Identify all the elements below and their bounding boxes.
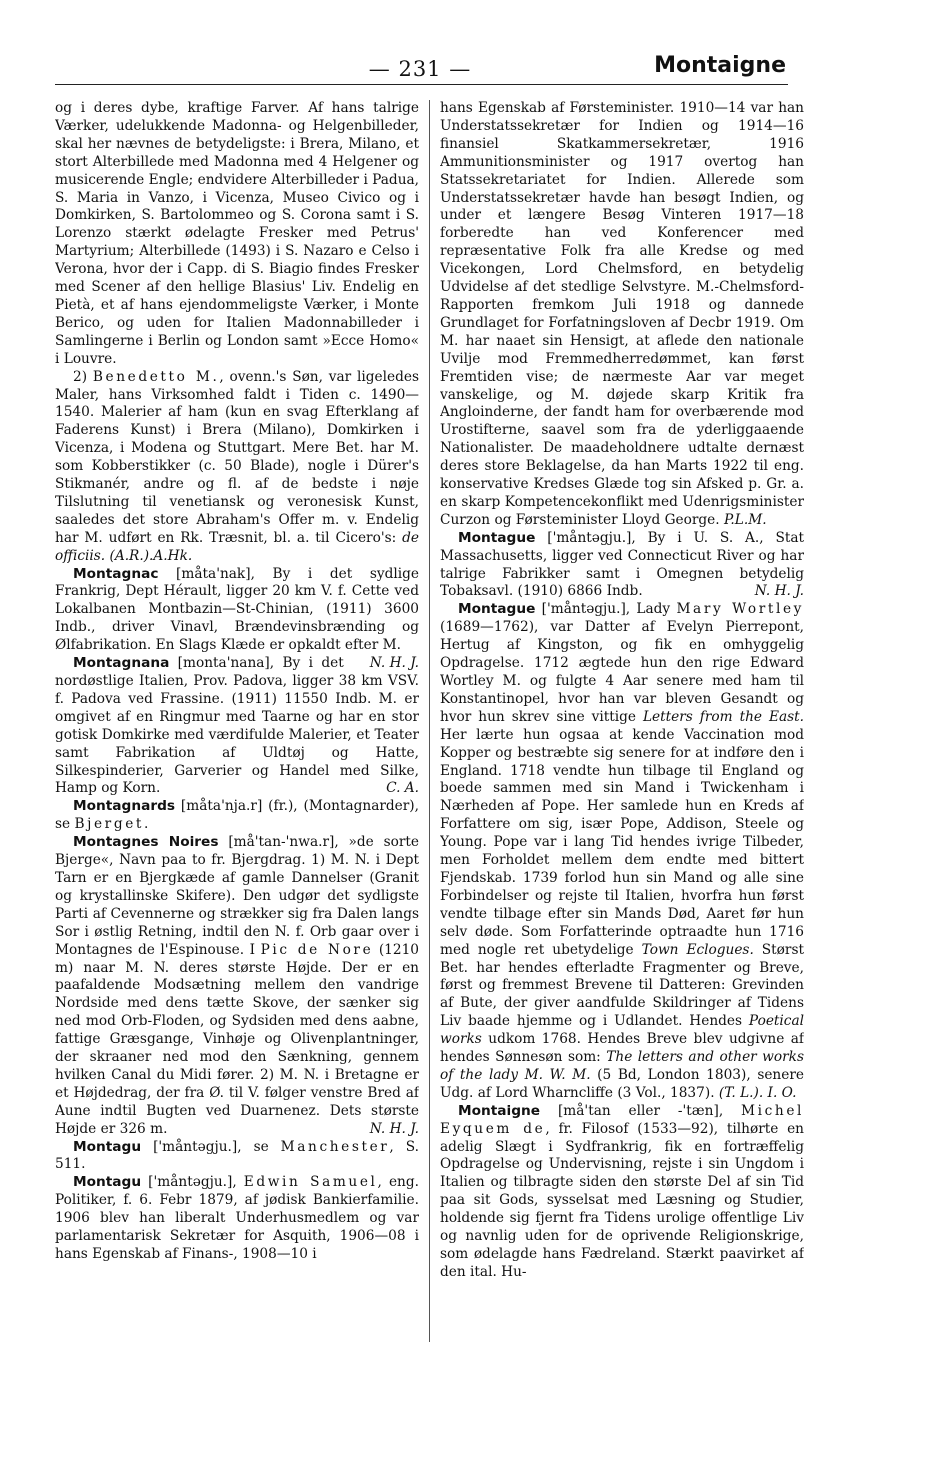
headword: Montagnana: [73, 655, 170, 672]
work-title: Letters from the East.: [642, 708, 804, 725]
entry-montagnana: Montagnana [monta'nana], By i det nordøstlige Italien, Prov. Padova, ligger 38 km VSV. f. Padova ved Frassine. (1911) 11550 Indb. M. er omgivet af en Ringmur med Taarne og har en stor gotisk Domkirke med værdifulde Malerier, et Teater samt Fabrikation af Uldtøj og Hatte, Silkespinderier, Garverier og Handel med Silke, Hamp og Korn. C. A.: [55, 655, 419, 797]
headword: Montaigne: [458, 1102, 541, 1119]
entry-benedetto: 2) Benedetto M., ovenn.'s Søn, var ligeledes Maler, hans Virksomhed faldt i Tiden c. 1490—1540. Malerier af ham (kun en svag Efterklang af Faderens Kunst) i Brera (Milano), Domkirken i Vicenza, i Modena og Stuttgart. Mere Bet. har M. som Kobberstikker (c. 50 Blade), nogle i Dürer's Stikmanér, andre og fl. af de bedste i nøje Tilslutning til venetiansk og veronesisk Kunst, saaledes det store Abraham's Offer m. v. Endelig har M. udført en Rk. Træsnit, bl. a. til Cicero's: de officiis. (A.R.).A.Hk.: [55, 368, 419, 564]
person-name: Mary Wortley: [676, 601, 804, 618]
work-title: Town Eclogues.: [641, 941, 754, 958]
author-signature: N. H. J.: [754, 583, 804, 600]
entry-montagu-ref: Montagu ['måntəgju.], se Manchester, S. 511.: [55, 1138, 419, 1173]
entry-montagnes-noires: Montagnes Noires [må'tan-'nwa.r], »de sorte Bjerge«, Navn paa to fr. Bjergdrag. 1) M. N. i Dept Tarn er en Bjergkæde af gamle Dannelser (Granit og krystallinske Skifere). Den udgør det sydligste Parti af Cevennerne og strækker sig fra Dalen langs Sor i østlig Retning, indtil den N. f. Orb gaar over i Montagnes de l'Espinouse. I Pic de Nore (1210 m) naar M. N. deres største Højde. Der er en paafaldende Modsætning mellem den vandrige Nordside med dens tætte Skove, der sænker sig ned mod Orb-Floden, og Sydsiden med dens aabne, fattige Græsgange, Vinhøje og Olivenplantninger, der skraaner ned mod den Sænkning, gennem hvilken Canal du Midi fører. 2) M. N. i Bretagne er et Højdedrag, der fra Ø. til V. følger venstre Bred af Aune indtil Bugten ved Duarnenez. Dets største Højde er 326 m. N. H. J.: [55, 834, 419, 1137]
author-signature: (A.R.).A.Hk.: [109, 547, 193, 564]
author-signature: N. H. J.: [369, 655, 419, 672]
headword: Montague: [458, 601, 536, 618]
headword: Montagnards: [73, 798, 176, 815]
author-signature: (T. L.). I. O.: [718, 1084, 797, 1101]
work-title: The letters and other works of the lady M. W. M.: [440, 1049, 804, 1083]
header-rule: [55, 84, 788, 85]
work-title: Poetical works: [440, 1013, 804, 1048]
cross-reference: Manchester: [280, 1138, 390, 1155]
entry-montagu-edwin: Montagu ['måntəgju.], Edwin Samuel, eng. Politiker, f. 6. Febr 1879, af jødisk Bankierfamilie. 1906 blev han liberalt Underhusmedlem og var parlamentarisk Sekretær for Asquith, 1906—08 i hans Egenskab af Finans-, 1908—10 i: [55, 1174, 419, 1262]
headword: Montagu: [73, 1174, 142, 1191]
left-column: [55, 100, 419, 1342]
headword: Montague: [458, 529, 536, 546]
entry-montaigne: Montaigne [må'tan eller -'tæn], Michel Eyquem de, fr. Filosof (1533—92), tilhørte en adelig Slægt i Sydfrankrig, fik en fortræffelig Opdragelse og Undervisning, rejste i sin Ungdom i Italien og tilbragte siden den største Del af sin Tid paa sit Gods, sysselsat med Læsning og Studier, holdende sig fjernt fra Tidens urolige offentlige Liv og navnlig uden for de oprivende Religionskrige, som ødelagde hans Fædreland. Stærkt paavirket af den ital. Hu-: [440, 1102, 804, 1280]
headword: Montagnes Noires: [73, 834, 219, 851]
page-number: — 231 —: [368, 57, 472, 81]
author-signature: P.L.M.: [723, 511, 767, 528]
entry-montagnac: Montagnac [måta'nak], By i det sydlige Frankrig, Dept Hérault, ligger 20 km V. f. Cette ved Lokalbanen Montbazin—St-Chinian, (1911) 3600 Indb., driver Vinavl, Brændevinsbrænding og Ølfabrikation. En Slags Klæde er opkaldt efter M. N. H. J.: [55, 565, 419, 672]
cross-reference: Bjerget.: [74, 816, 151, 833]
entry-montague-town: Montague ['måntəgju.], By i U. S. A., Stat Massachusetts, ligger ved Connecticut River og har talrige Fabrikker samt i Omegnen betydelig Tobaksavl. (1910) 6866 Indb. N. H. J.: [440, 529, 804, 600]
right-column: [440, 100, 804, 1342]
person-name: Edwin Samuel: [243, 1174, 378, 1191]
running-head: Montaigne: [654, 53, 786, 78]
column-divider: [429, 100, 430, 1342]
entry-montague-lady: Montague ['måntəgju.], Lady Mary Wortley (1689—1762), var Datter af Evelyn Pierrepont, Hertug af Kingston, og fik en omhyggelig Opdragelse. 1712 ægtede hun den rige Edward Wortley M. og fulgte 4 Aar senere med ham til Konstantinopel, hvor han var bleven Gesandt og hvor hun skrev sine vittige Letters from the East. Her lærte hun ogsaa at kende Vaccination mod Kopper og bestræbte sig senere for at indføre den i England. 1718 vendte hun tilbage til England og boede sammen med sin Mand i Twickenham i Nærheden af Pope. Her samlede hun en Kreds af Forfattere om sig, især Pope, Addison, Steele og Young. Pope var i lang Tid hendes ivrige Tilbeder, men Forholdet mellem dem endte med bittert Fjendskab. 1739 forlod hun sin Mand og alle sine Forbindelser og rejste til Italien, hvorfra hun først vendte tilbage efter sin Mands Død, Aaret før hun selv døde. Som Forfatterinde optraadte hun 1716 med nogle ret ubetydelige Town Eclogues. Størst Bet. har hendes efterladte Fragmenter og Breve, først og fremmest Brevene til Datteren: Grevinden af Bute, der giver aandfulde Skildringer af Tidens Liv baade hjemme og i Udlandet. Hendes Poetical works udkom 1768. Hendes Breve blev udgivne af hendes Sønnesøn som: The letters and other works of the lady M. W. M. (5 Bd, London 1803), senere Udg. af Lord Wharncliffe (3 Vol., 1837). (T. L.). I. O.: [440, 601, 804, 1101]
author-signature: C. A.: [386, 780, 419, 797]
entry-continuation: hans Egenskab af Førsteminister. 1910—14 var han Understatssekretær for Indien og 1914—16 finansiel Skatkammersekretær, 1916 Ammunitionsminister og 1917 overtog han Statssekretariatet for Indien. Allerede som Understatssekretær havde han besøgt Indien, og under et længere Besøg Vinteren 1917—18 forberedte han ved Konferencer med repræsentative Folk fra alle Kredse og med Vicekongen, Lord Chelmsford, en betydelig Udvidelse af det stedlige Selvstyre. M.-Chelmsford-Rapporten fremkom Juli 1918 og dannede Grundlaget for Forfatningsloven af Decbr 1919. Om M. har naaet sin Hensigt, at aflede den nationale Uvilje mod Fremmedherredømmet, kan først Fremtiden vise; de nærmeste Aar var meget vanskelige, og M. døjede skarp Kritik fra Angloinderne, der fandt ham for overbærende mod Urostifterne, saavel som fra de yderliggaaende Nationalister. De maadeholdnere udtalte dernæst deres store Beklagelse, da han Marts 1922 til eng. konservative Kredses Glæde tog sin Afsked p. Gr. a. en skarp Kompetencekonflikt med Udenrigsminister Curzon og Førsteminister Lloyd George. P.L.M.: [440, 100, 804, 528]
entry-montagnards: Montagnards [måta'nja.r] (fr.), (Montagnarder), se Bjerget.: [55, 798, 419, 833]
place-name: Pic de Nore: [260, 941, 374, 958]
person-name: Benedetto M.: [92, 368, 220, 385]
author-signature: N. H. J.: [369, 1120, 419, 1137]
entry-continuation: og i deres dybe, kraftige Farver. Af hans talrige Værker, udelukkende Madonna- og Helgenbilleder, skal her nævnes de betydeligste: i Brera, Milano, et stort Alterbillede med Madonna med 4 Helgener og musicerende Engle; endvidere Alterbilleder i Padua, S. Maria in Vanzo, i Vicenza, Museo Civico og i Domkirken, S. Bartolommeo og S. Corona samt i S. Lorenzo stærkt ødelagte Fresker med Petrus' Martyrium; Alterbillede (1493) i S. Nazaro e Celso i Verona, hvor der i Capp. di S. Biagio findes Fresker med Scener af den hellige Blasius' Liv. Endelig en Pietà, et af hans ejendommeligste Værker, i Monte Berico, og uden for Italien Madonnabilleder i Samlingerne i Berlin og London samt »Ecce Homo« i Louvre.: [55, 100, 419, 367]
headword: Montagnac: [73, 565, 159, 582]
headword: Montagu: [73, 1138, 142, 1155]
person-name: Michel Eyquem de: [440, 1102, 804, 1137]
